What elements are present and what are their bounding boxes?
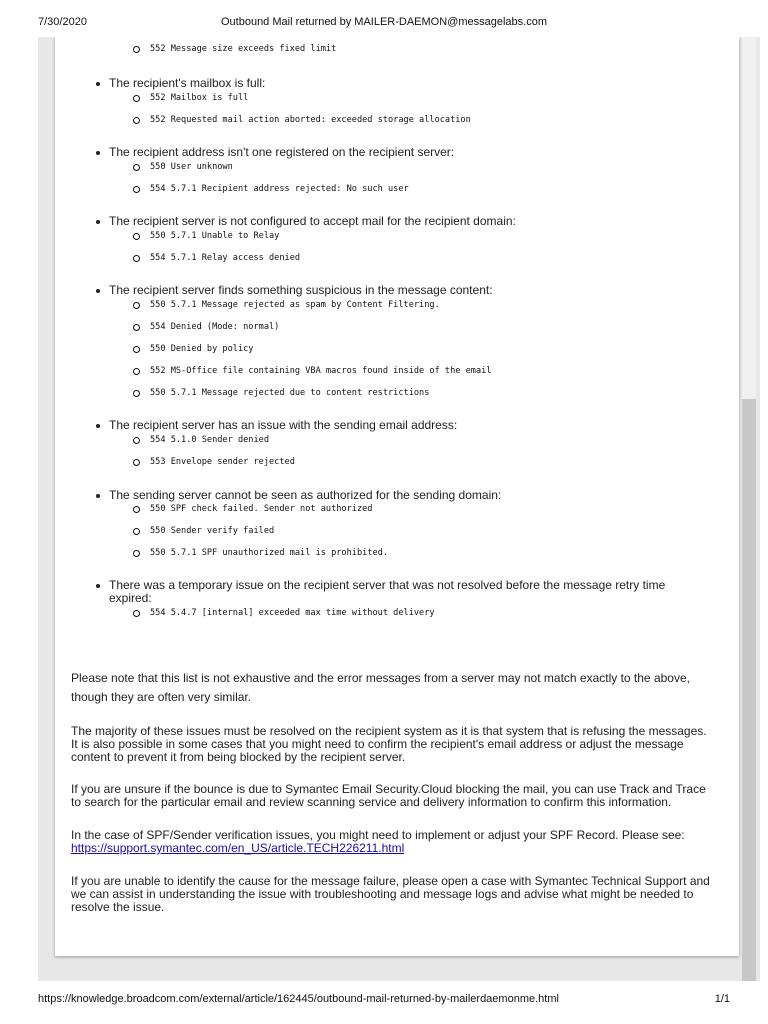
- page-sheet: [55, 37, 739, 956]
- list-item: 550 5.7.1 Message rejected as spam by Content Filtering.: [150, 300, 440, 310]
- document-viewer: [38, 37, 760, 981]
- print-url: https://knowledge.broadcom.com/external/article/162445/outbound-mail-returned-by-mailerdaemonme.html: [38, 993, 559, 1005]
- paragraph-note-line2: though they are often very similar.: [71, 690, 252, 704]
- list-item: 554 Denied (Mode: normal): [150, 322, 280, 332]
- category-heading: There was a temporary issue on the recipient server that was not resolved before the message retry time expired:: [109, 579, 699, 605]
- list-item: 554 5.7.1 Recipient address rejected: No such user: [150, 184, 409, 194]
- list-item: 550 User unknown: [150, 162, 233, 172]
- list-item: 550 5.7.1 Message rejected due to content restrictions: [150, 388, 430, 398]
- list-item: 550 5.7.1 Unable to Relay: [150, 231, 280, 241]
- list-item: 554 5.4.7 [internal] exceeded max time without delivery: [150, 608, 435, 618]
- category-heading: The recipient address isn't one registered on the recipient server:: [109, 145, 455, 159]
- paragraph-unsure: If you are unsure if the bounce is due to Symantec Email Security.Cloud blocking the mail, you can use Track and Trace to search for the particular email and review scanning service and delivery information to confirm this information.: [71, 782, 706, 809]
- paragraph-note-line1: Please note that this list is not exhaustive and the error messages from a server may not match exactly to the above,: [71, 671, 690, 685]
- paragraph-spf: [71, 829, 711, 855]
- list-item: 554 5.7.1 Relay access denied: [150, 253, 301, 263]
- print-title: Outbound Mail returned by MAILER-DAEMON@messagelabs.com: [220, 16, 547, 28]
- list-item: 550 Sender verify failed: [150, 526, 275, 536]
- category-heading: The sending server cannot be seen as authorized for the sending domain:: [109, 488, 502, 502]
- list-item: 550 Denied by policy: [150, 344, 254, 354]
- paragraph-spf-text: In the case of SPF/Sender verification issues, you might need to implement or adjust your SPF Record. Please see:: [71, 828, 685, 842]
- list-item: 552 MS-Office file containing VBA macros found inside of the email: [150, 366, 492, 376]
- list-item: 552 Mailbox is full: [150, 93, 249, 103]
- spf-article-link[interactable]: https://support.symantec.com/en_US/article.TECH226211.html: [71, 841, 405, 855]
- print-date: 7/30/2020: [38, 16, 87, 28]
- paragraph-unable: If you are unable to identify the cause for the message failure, please open a case with Symantec Technical Support and we can assist in understanding the issue with troubleshooting and message logs and advise what might be needed to resolve the issue.: [71, 874, 710, 914]
- category-heading: The recipient server has an issue with the sending email address:: [109, 418, 458, 432]
- category-heading: The recipient's mailbox is full:: [109, 76, 266, 90]
- list-item: 552 Requested mail action aborted: exceeded storage allocation: [150, 115, 471, 125]
- page-number: 1/1: [714, 993, 730, 1005]
- paragraph-majority: The majority of these issues must be resolved on the recipient system as it is that system that is refusing the messages. It is also possible in some cases that you might need to confirm the recipient's email address or adjust the message content to prevent it from being blocked by the recipient server.: [71, 724, 707, 764]
- list-item: 553 Envelope sender rejected: [150, 457, 295, 467]
- category-heading: The recipient server finds something suspicious in the message content:: [109, 283, 493, 297]
- list-item: 550 SPF check failed. Sender not authorized: [150, 504, 373, 514]
- scrollbar-thumb[interactable]: [742, 399, 756, 981]
- print-footer: [38, 993, 730, 1009]
- list-item: 554 5.1.0 Sender denied: [150, 435, 269, 445]
- print-header: [38, 16, 730, 32]
- category-heading: The recipient server is not configured to accept mail for the recipient domain:: [109, 214, 516, 228]
- list-item: 552 Message size exceeds fixed limit: [150, 44, 337, 54]
- list-item: 550 5.7.1 SPF unauthorized mail is prohibited.: [150, 548, 388, 558]
